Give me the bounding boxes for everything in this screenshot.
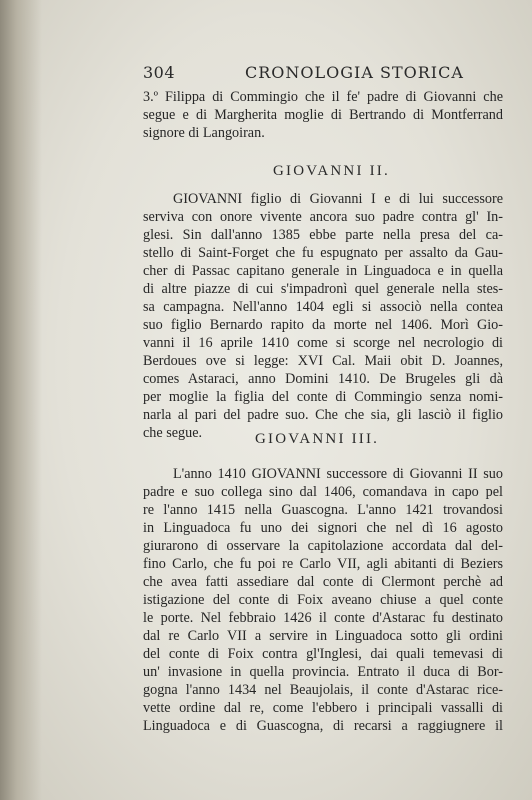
text-line: cher di Passac capitano generale in Linguadoca e in quella xyxy=(143,263,503,279)
text-line: che segue. xyxy=(143,425,203,441)
running-title: CRONOLOGIA STORICA xyxy=(245,63,464,82)
text-line: che avea fatti assediare dal conte di Clermont perchè ad xyxy=(143,574,503,590)
text-line: del conte di Foix contra gl'Inglesi, dai quali temevasi di xyxy=(143,646,503,662)
text-line: in Linguadoca fu uno dei signori che nel dì 16 agosto xyxy=(143,520,503,536)
text-line: narla al pari del padre suo. Che che sia, gli lasciò il figlio xyxy=(143,407,503,423)
text-line: per moglie la figlia del conte di Commingio senza nomi- xyxy=(143,389,503,405)
text-line: istigazione del conte di Foix aveano chiuse a quel conte xyxy=(143,592,503,608)
text-line: 3.º Filippa di Commingio che il fe' padre di Giovanni che xyxy=(143,89,503,105)
text-line: suo figlio Bernardo rapito da morte nel 1406. Morì Gio- xyxy=(143,317,503,333)
text-line: di altre piazze di cui s'impadronì quel generale nella stes- xyxy=(143,281,503,297)
section-heading: GIOVANNI III. xyxy=(255,431,380,447)
text-line: signore di Langoiran. xyxy=(143,125,265,141)
text-line: segue e di Margherita moglie di Bertrando di Montferrand xyxy=(143,107,503,123)
text-line: vanni il 16 aprile 1410 come si scorge nel necrologio di xyxy=(143,335,503,351)
text-line: vette ordine dal re, come l'ebbero i principali vassalli di xyxy=(143,700,503,716)
section-heading: GIOVANNI II. xyxy=(273,163,390,179)
text-line: fino Carlo, che fu poi re Carlo VII, agli abitanti di Beziers xyxy=(143,556,503,572)
text-line: re l'anno 1415 nella Guascogna. L'anno 1421 trovandosi xyxy=(143,502,503,518)
text-line: giurarono di osservare la capitolazione accordata dal del- xyxy=(143,538,503,554)
text-line: Berdoues ove si legge: XVI Cal. Maii obit D. Joannes, xyxy=(143,353,503,369)
page-number: 304 xyxy=(143,63,176,82)
binding-shadow xyxy=(0,0,42,800)
text-line: un' invasione in quella provincia. Entrato il duca di Bor- xyxy=(143,664,503,680)
text-line: glesi. Sin dall'anno 1385 ebbe parte nella presa del ca- xyxy=(143,227,503,243)
text-line: sa campagna. Nell'anno 1404 egli si associò nella contea xyxy=(143,299,503,315)
text-line: dal re Carlo VII a servire in Linguadoca sotto gli ordini xyxy=(143,628,503,644)
text-line: comes Astaraci, anno Domini 1410. De Brugeles gli dà xyxy=(143,371,503,387)
text-line: padre e suo collega sino dal 1406, comandava in capo pel xyxy=(143,484,503,500)
text-line: L'anno 1410 GIOVANNI successore di Giovanni II suo xyxy=(173,466,503,482)
text-line: stello di Saint-Forget che fu espugnato per assalto da Gau- xyxy=(143,245,503,261)
text-line: gogna l'anno 1434 nel Beaujolais, il conte d'Astarac rice- xyxy=(143,682,503,698)
text-line: Linguadoca e di Guascogna, di recarsi a raggiugnere il xyxy=(143,718,503,734)
text-line: serviva con onore vivente ancora suo padre contra gl' In- xyxy=(143,209,503,225)
text-line: GIOVANNI figlio di Giovanni I e di lui successore xyxy=(173,191,503,207)
text-line: le porte. Nel febbraio 1426 il conte d'Astarac fu destinato xyxy=(143,610,503,626)
